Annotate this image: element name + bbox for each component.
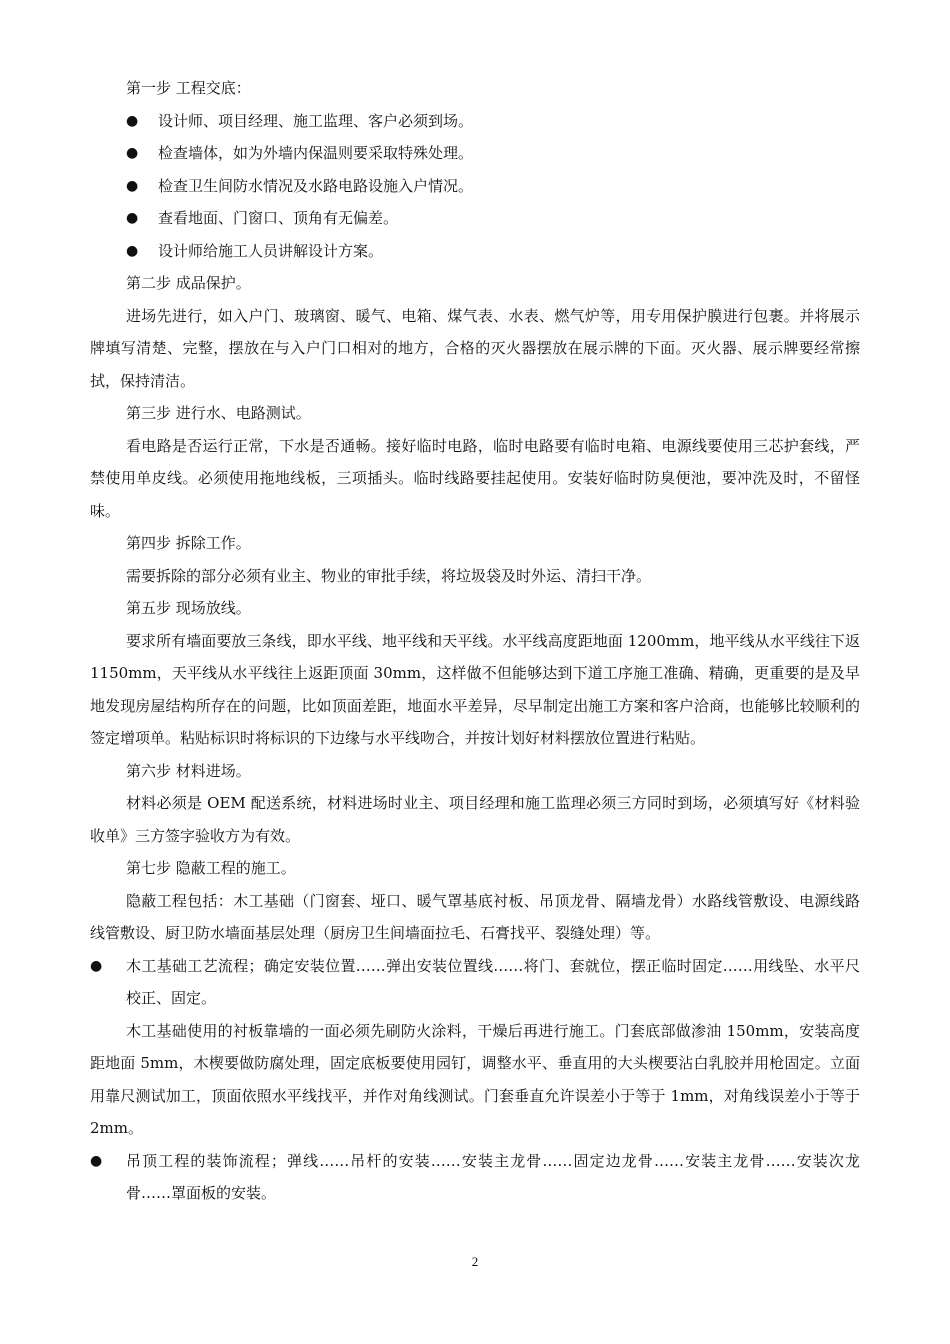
step-6-heading: 第六步 材料进场。 (126, 761, 251, 780)
page-content (90, 72, 860, 1210)
bullet-icon: ● (90, 957, 103, 974)
step-5-paragraph: 要求所有墙面要放三条线，即水平线、地平线和天平线。水平线高度距地面 1200mm，地平线从水平线往下返 1150mm，天平线从水平线往上返距顶面 30mm，这样做不但能够达到下道工序施工准确、精确，更重要的是及早地发现房屋结构所存在的问题，比如顶面差距，地面水平差异，尽早制定出施工方案和客户洽商，也能够比较顺利的签定增项单。粘贴标识时将标识的下边缘与水平线吻合，并按计划好材料摆放位置进行粘贴。 (90, 631, 860, 747)
bullet-icon: ● (126, 112, 139, 129)
page-number: 2 (471, 1254, 479, 1269)
step-1-item: ● 检查墙体，如为外墙内保温则要采取特殊处理。 (90, 137, 860, 170)
step-1-heading: 第一步 工程交底： (126, 79, 251, 97)
bullet-icon: ● (126, 210, 139, 226)
bullet-icon: ● (126, 242, 139, 259)
step-7-paragraph-carpentry: 木工基础使用的衬板靠墙的一面必须先刷防火涂料，干燥后再进行施工。门套底部做渗油 150mm，安装高度距地面 5mm，木楔要做防腐处理，固定底板要使用园钉，调整水平、垂直用的大头楔要沾白乳胶并用枪固定。立面用靠尺测试加工，顶面依照水平线找平，并作对角线测试。门套垂直允许误差小于等于 1mm，对角线误差小于等于 2mm。 (90, 1021, 860, 1137)
step-3-paragraph: 看电路是否运行正常，下水是否通畅。接好临时电路，临时电路要有临时电箱、电源线要使用三芯护套线，严禁使用单皮线。必须使用拖地线板，三项插头。临时线路要挂起使用。安装好临时防臭便池，要冲洗及时，不留怪味。 (90, 436, 860, 520)
step-1-item: ● 设计师、项目经理、施工监理、客户必须到场。 (90, 105, 860, 138)
step-1-item: ● 设计师给施工人员讲解设计方案。 (90, 235, 860, 268)
bullet-icon: ● (90, 1152, 103, 1169)
step-7-bullet-carpentry: ● 木工基础工艺流程；确定安装位置……弹出安装位置线……将门、套就位，摆正临时固定……用线坠、水平尺校正、固定。 (90, 950, 860, 1015)
step-6-paragraph: 材料必须是 OEM 配送系统，材料进场时业主、项目经理和施工监理必须三方同时到场，必须填写好《材料验收单》三方签字验收方为有效。 (90, 794, 860, 845)
step-1-item: ● 查看地面、门窗口、顶角有无偏差。 (90, 202, 860, 235)
bullet-icon: ● (126, 177, 139, 194)
step-7-heading: 第七步 隐蔽工程的施工。 (126, 859, 296, 877)
step-1-item: ● 检查卫生间防水情况及水路电路设施入户情况。 (90, 170, 860, 203)
bullet-icon: ● (126, 145, 139, 161)
step-7-paragraph: 隐蔽工程包括：木工基础（门窗套、垭口、暖气罩基底衬板、吊顶龙骨、隔墙龙骨）水路线管敷设、电源线路线管敷设、厨卫防水墙面基层处理（厨房卫生间墙面拉毛、石膏找平、裂缝处理）等。 (90, 891, 860, 942)
step-5-heading: 第五步 现场放线。 (126, 599, 251, 617)
step-7-bullet-ceiling: ● 吊顶工程的装饰流程；弹线……吊杆的安装……安装主龙骨……固定边龙骨……安装主龙骨……安装次龙骨……罩面板的安装。 (90, 1145, 860, 1210)
step-4-paragraph: 需要拆除的部分必须有业主、物业的审批手续，将垃圾袋及时外运、清扫干净。 (126, 566, 652, 585)
step-2-heading: 第二步 成品保护。 (126, 274, 251, 292)
step-4-heading: 第四步 拆除工作。 (126, 534, 251, 552)
step-2-paragraph: 进场先进行，如入户门、玻璃窗、暖气、电箱、煤气表、水表、燃气炉等，用专用保护膜进行包裹。并将展示牌填写清楚、完整，摆放在与入户门口相对的地方，合格的灭火器摆放在展示牌的下面。灭火器、展示牌要经常擦拭，保持清洁。 (90, 306, 860, 390)
step-3-heading: 第三步 进行水、电路测试。 (126, 404, 311, 422)
